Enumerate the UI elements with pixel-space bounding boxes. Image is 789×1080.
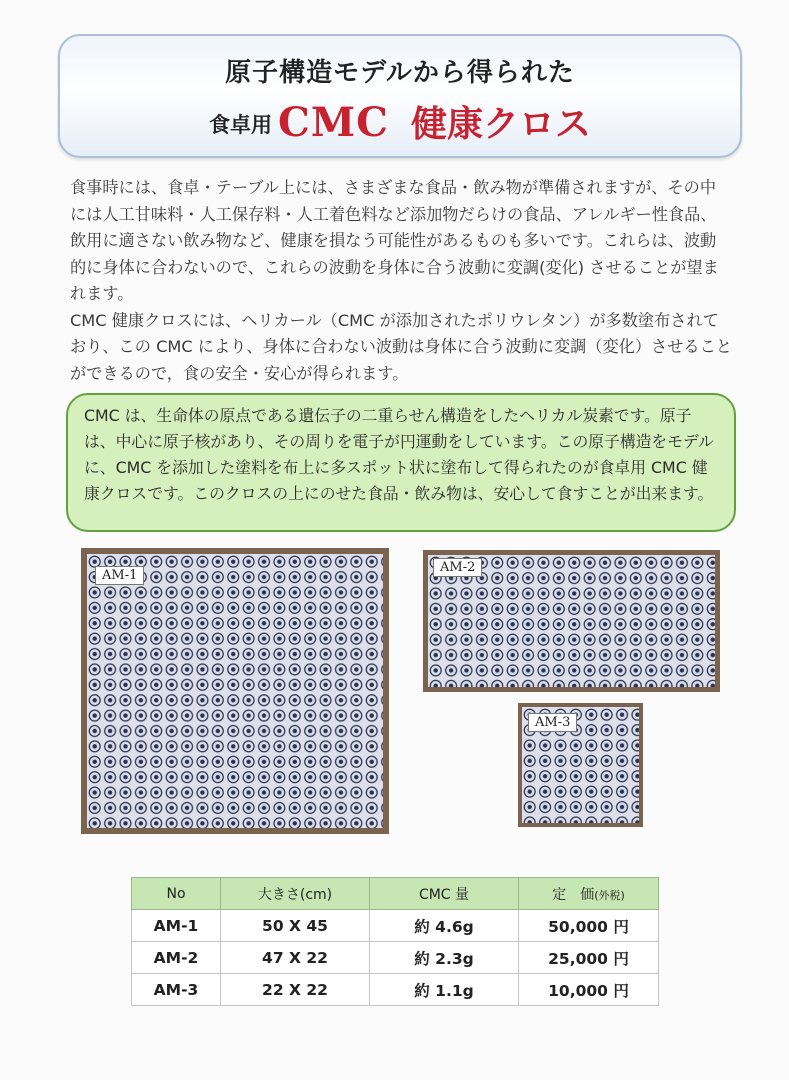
cell-size: 22 X 22 bbox=[221, 974, 370, 1006]
header-no: No bbox=[132, 878, 221, 910]
cell-cmc-amount: 約 1.1g bbox=[370, 974, 519, 1006]
photo-am-2 bbox=[423, 550, 720, 692]
intro-paragraph-1: 食事時には、食卓・テーブル上には、さまざまな食品・飲み物が準備されますが、その中には人工甘味料・人工保存料・人工着色料など添加物だらけの食品、アレルギー性食品、飲用に適さない飲み物など、健康を損なう可能性があるものも多いです。これらは、波動的に身体に合わないので、これらの波動を身体に合う波動に変調(変化) させることが望まれます。 bbox=[70, 178, 719, 303]
cell-no: AM-3 bbox=[132, 974, 221, 1006]
title-banner bbox=[58, 34, 742, 158]
cloth-pattern bbox=[87, 554, 383, 828]
table-header-row bbox=[132, 878, 659, 910]
header-price bbox=[519, 878, 659, 910]
title-product-name: 健康クロス bbox=[410, 103, 591, 145]
photo-am-1 bbox=[81, 548, 389, 834]
header-price-label: 定 価 bbox=[552, 886, 595, 903]
info-box bbox=[66, 393, 736, 532]
cell-no: AM-1 bbox=[132, 910, 221, 942]
header-price-note: (外税) bbox=[594, 888, 625, 902]
photo-am-3 bbox=[518, 703, 643, 827]
photo-label-am-2: AM-2 bbox=[433, 558, 482, 577]
table-row bbox=[132, 974, 659, 1006]
info-box-text: CMC は、生命体の原点である遺伝子の二重らせん構造をしたヘリカル炭素です。原子は、中心に原子核があり、その周りを電子が円運動をしています。この原子構造をモデルに、CMC を添加した塗料を布上に多スポット状に塗布して得られたのが食卓用 CMC 健康クロスです。このクロスの上にのせた食品・飲み物は、安心して食すことが出来ます。 bbox=[84, 406, 714, 503]
header-cmc-amount: CMC 量 bbox=[370, 878, 519, 910]
intro-paragraph-2: CMC 健康クロスには、ヘリカール（CMC が添加されたポリウレタン）が多数塗布されており、この CMC により、身体に合わない波動は身体に合う波動に変調（変化）させることができるので，食の安全・安心が得られます。 bbox=[70, 310, 732, 383]
cell-price: 10,000 円 bbox=[519, 974, 659, 1006]
title-prefix: 食卓用 bbox=[209, 112, 273, 137]
cell-price: 25,000 円 bbox=[519, 942, 659, 974]
photo-label-am-1: AM-1 bbox=[95, 566, 144, 585]
price-table bbox=[131, 877, 659, 1006]
header-size: 大きさ(cm) bbox=[221, 878, 370, 910]
title-line-1: 原子構造モデルから得られた bbox=[225, 58, 575, 88]
cell-cmc-amount: 約 2.3g bbox=[370, 942, 519, 974]
title-line-2 bbox=[60, 96, 740, 147]
title-brand: CMC bbox=[278, 99, 389, 146]
cell-size: 50 X 45 bbox=[221, 910, 370, 942]
table-row bbox=[132, 942, 659, 974]
cell-price: 50,000 円 bbox=[519, 910, 659, 942]
intro-text bbox=[70, 175, 732, 387]
cell-no: AM-2 bbox=[132, 942, 221, 974]
cell-cmc-amount: 約 4.6g bbox=[370, 910, 519, 942]
table-row bbox=[132, 910, 659, 942]
cell-size: 47 X 22 bbox=[221, 942, 370, 974]
photo-label-am-3: AM-3 bbox=[528, 713, 577, 732]
